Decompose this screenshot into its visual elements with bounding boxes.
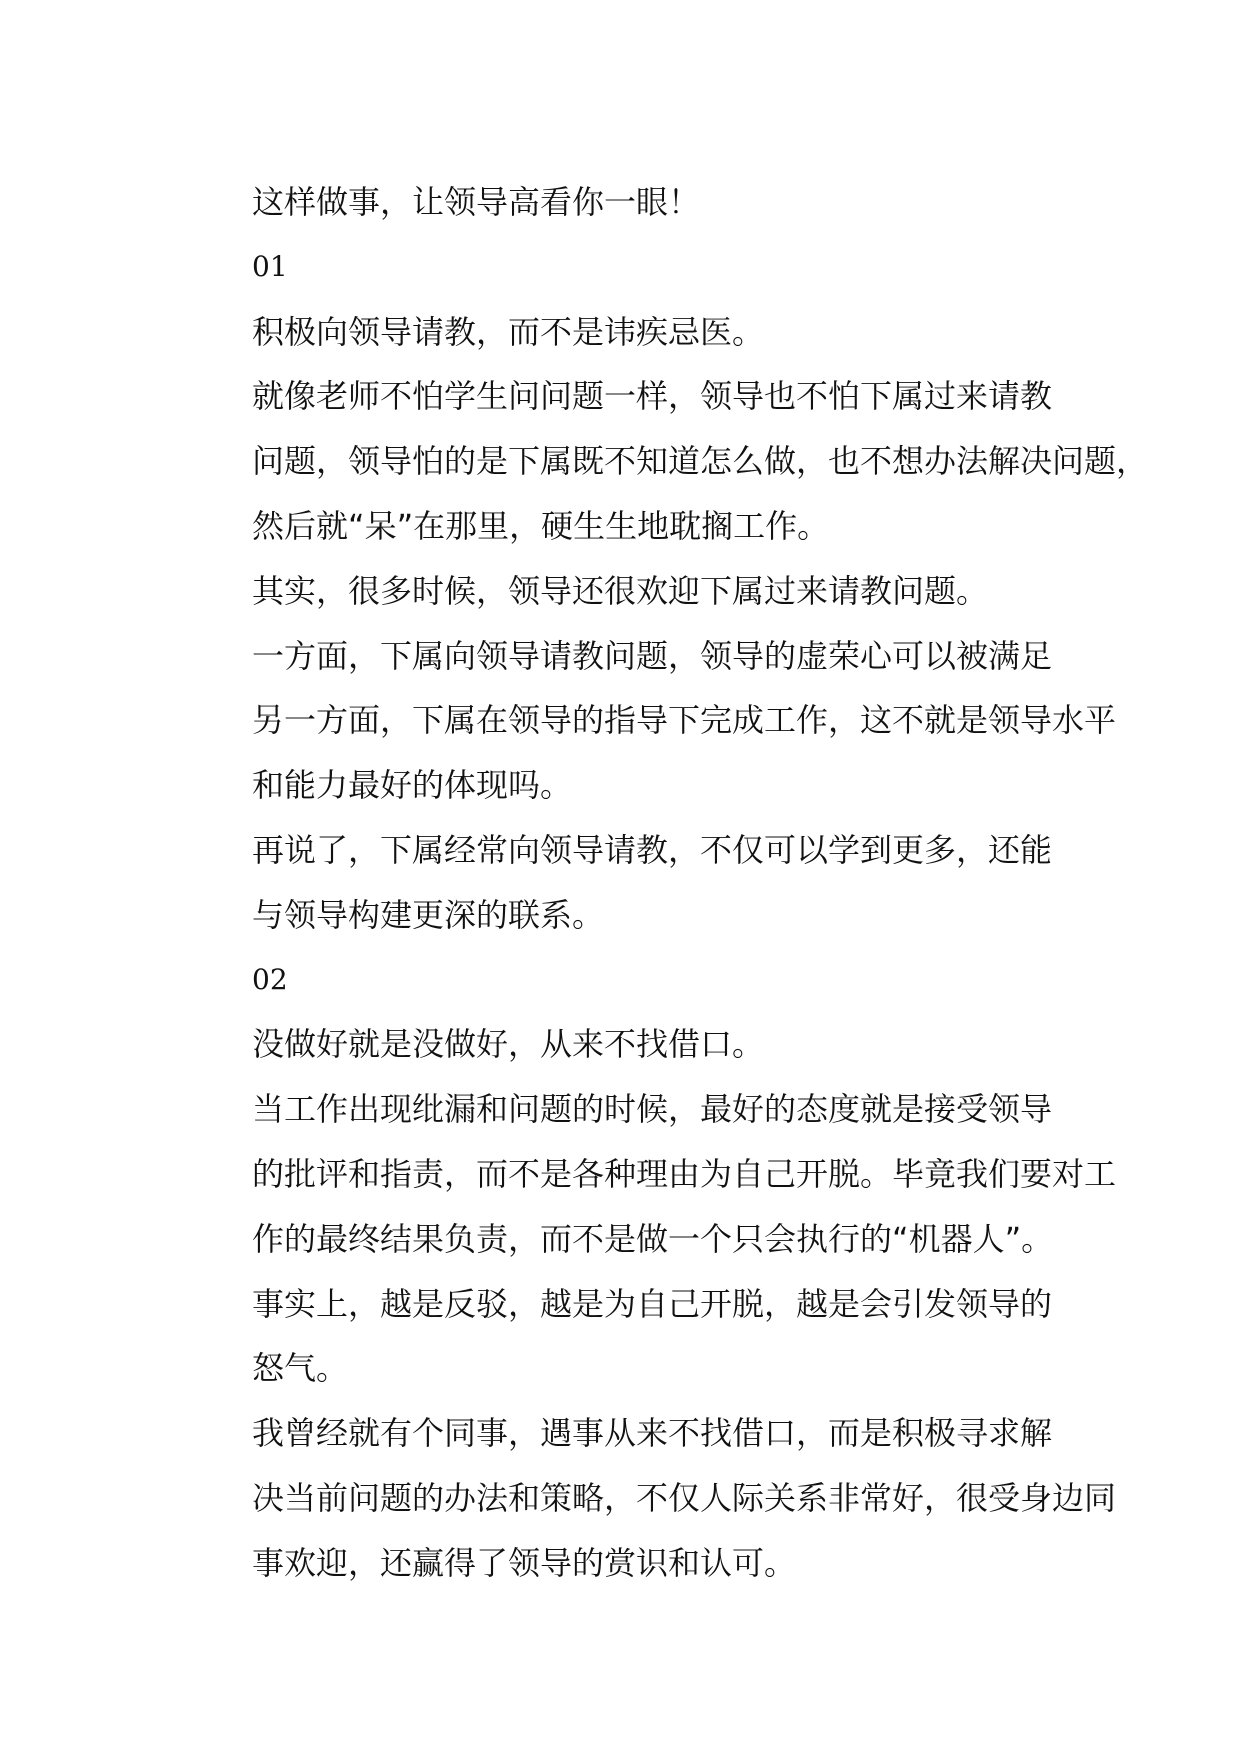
document-body xyxy=(188,170,1149,1596)
section-number xyxy=(188,235,1084,300)
paragraph-line: 我曾经就有个同事，遇事从来不找借口，而是积极寻求解 xyxy=(252,1414,1053,1453)
paragraph-line: 决当前问题的办法和策略，不仅人际关系非常好，很受身边同 xyxy=(252,1478,1117,1517)
paragraph-line: 事欢迎，还赢得了领导的赏识和认可。 xyxy=(252,1543,797,1582)
paragraph xyxy=(188,364,1149,558)
paragraph xyxy=(188,1012,1084,1077)
paragraph-line: 再说了，下属经常向领导请教，不仅可以学到更多，还能 xyxy=(252,830,1053,869)
paragraph-line: 积极向领导请教，而不是讳疾忌医。 xyxy=(252,312,765,351)
paragraph-line: 这样做事，让领导高看你一眼！ xyxy=(252,183,701,221)
paragraph-line: 的批评和指责，而不是各种理由为自己开脱。毕竟我们要对工 xyxy=(252,1154,1117,1193)
section-number xyxy=(188,948,1084,1013)
paragraph-line: 另一方面，下属在领导的指导下完成工作，这不就是领导水平 xyxy=(252,701,1117,740)
paragraph-line: 作的最终结果负责，而不是做一个只会执行的“机器人”。 xyxy=(252,1219,1054,1258)
paragraph-line: 02 xyxy=(252,962,288,996)
paragraph xyxy=(188,170,1084,235)
paragraph-line: 没做好就是没做好，从来不找借口。 xyxy=(252,1025,765,1064)
paragraph-line: 当工作出现纰漏和问题的时候，最好的态度就是接受领导 xyxy=(252,1090,1053,1129)
paragraph-line: 然后就“呆”在那里，硬生生地耽搁工作。 xyxy=(252,506,830,545)
paragraph xyxy=(188,559,1084,624)
paragraph-line: 事实上，越是反驳，越是为自己开脱，越是会引发领导的 xyxy=(252,1284,1053,1323)
paragraph xyxy=(188,300,1084,365)
paragraph xyxy=(188,1077,1117,1271)
paragraph-line: 怒气。 xyxy=(252,1349,349,1388)
paragraph-line: 01 xyxy=(252,249,288,283)
paragraph-line: 其实，很多时候，领导还很欢迎下属过来请教问题。 xyxy=(252,571,989,610)
paragraph-line: 一方面，下属向领导请教问题，领导的虚荣心可以被满足 xyxy=(252,636,1053,675)
paragraph xyxy=(188,624,1117,818)
paragraph xyxy=(188,1401,1117,1595)
paragraph-line: 和能力最好的体现吗。 xyxy=(252,766,573,805)
paragraph-line: 问题，领导怕的是下属既不知道怎么做，也不想办法解决问题， xyxy=(252,442,1149,481)
paragraph xyxy=(188,818,1084,948)
paragraph-line: 就像老师不怕学生问问题一样，领导也不怕下属过来请教 xyxy=(252,377,1053,416)
paragraph-line: 与领导构建更深的联系。 xyxy=(252,895,605,934)
paragraph xyxy=(188,1272,1084,1402)
